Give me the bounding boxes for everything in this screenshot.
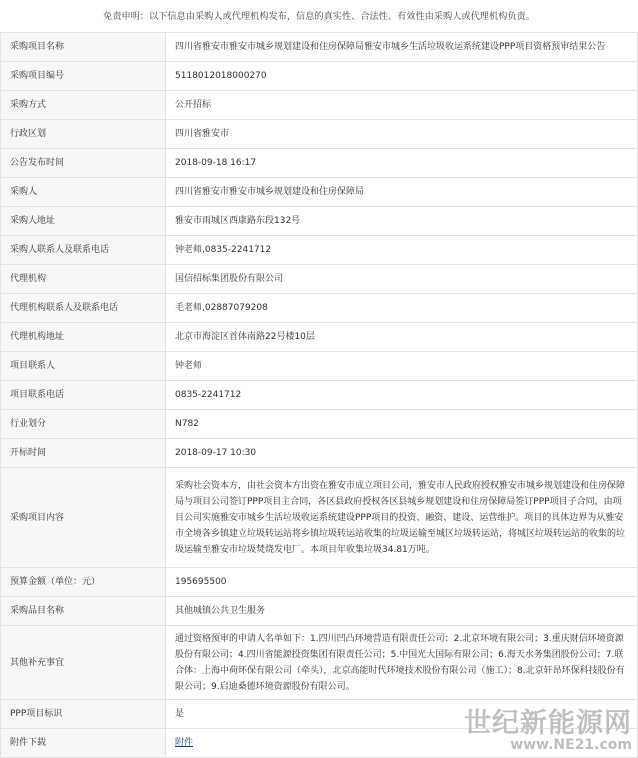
value-industry: N782 <box>166 410 638 439</box>
value-purchaser-address: 雅安市雨城区西康路东段132号 <box>166 207 638 236</box>
label-purchaser: 采购人 <box>1 178 166 207</box>
value-item-name: 其他城镇公共卫生服务 <box>166 597 638 626</box>
value-agency: 国信招标集团股份有限公司 <box>166 265 638 294</box>
table-row <box>1 265 638 294</box>
table-row <box>1 91 638 120</box>
label-procurement-method: 采购方式 <box>1 91 166 120</box>
label-publish-time: 公告发布时间 <box>1 149 166 178</box>
value-agency-address: 北京市海淀区首体南路22号楼10层 <box>166 323 638 352</box>
table-row <box>1 149 638 178</box>
label-other-matters: 其他补充事宜 <box>1 626 166 700</box>
value-publish-time: 2018-09-18 16:17 <box>166 149 638 178</box>
label-attachment: 附件下载 <box>1 729 166 758</box>
table-row <box>1 626 638 700</box>
table-row <box>1 597 638 626</box>
table-row <box>1 410 638 439</box>
value-project-number: 5118012018000270 <box>166 62 638 91</box>
table-row <box>1 207 638 236</box>
label-purchaser-address: 采购人地址 <box>1 207 166 236</box>
watermark-brand: 世纪新能源网 <box>464 708 632 739</box>
table-row <box>1 294 638 323</box>
label-project-phone: 项目联系电话 <box>1 381 166 410</box>
table-row <box>1 236 638 265</box>
table-row <box>1 178 638 207</box>
watermark <box>464 710 632 752</box>
announcement-info-table <box>0 32 638 758</box>
label-agency-contact: 代理机构联系人及联系电话 <box>1 294 166 323</box>
label-purchaser-contact: 采购人联系人及联系电话 <box>1 236 166 265</box>
value-project-contact: 钟老师 <box>166 352 638 381</box>
label-project-name: 采购项目名称 <box>1 33 166 62</box>
table-row <box>1 62 638 91</box>
value-ppp-flag: 是 <box>166 700 638 729</box>
label-budget: 预算金额（单位：元） <box>1 568 166 597</box>
attachment-link[interactable]: 附件 <box>175 738 194 748</box>
value-project-name: 四川省雅安市雅安市城乡规划建设和住房保障局雅安市城乡生活垃圾收运系统建设PPP项目资格预审结果公告 <box>166 33 638 62</box>
value-budget: 195695500 <box>166 568 638 597</box>
value-other-matters: 通过资格预审的申请人名单如下：1.四川凹凸环境营造有限责任公司；2.北京环境有限公司；3.重庆财信环境资源股份有限公司；4.四川省能源投资集团有限责任公司；5.中国光大国际有限公司；6.海天水务集团股份公司；7.联合体：上海中荷环保有限公司（牵头），北京高能时代环境技术股份有限公司（施工）；8.北京轩昂环保科技股份有限公司；9.启迪桑德环境资源股份有限公司。 <box>166 626 638 700</box>
value-project-content: 采购社会资本方，由社会资本方出资在雅安市成立项目公司，雅安市人民政府授权雅安市城乡规划建设和住房保障局与项目公司签订PPP项目主合同，各区县政府授权各区县城乡规划建设和住房保障局签订PPP项目子合同，由项目公司实施雅安市城乡生活垃圾收运系统建设PPP项目的投资、融资、建设、运营维护。项目的具体边界为从雅安市全境各乡镇建立垃圾转运站将乡镇垃圾转运站收集的垃圾运输至城区垃圾转运站，将城区垃圾转运站的收集的垃圾运输至雅安市垃圾焚烧发电厂。本项目年收集垃圾34.81万吨。 <box>166 468 638 568</box>
table-row <box>1 323 638 352</box>
value-region: 四川省雅安市 <box>166 120 638 149</box>
label-ppp-flag: PPP项目标识 <box>1 700 166 729</box>
label-project-content: 采购项目内容 <box>1 468 166 568</box>
value-purchaser: 四川省雅安市雅安市城乡规划建设和住房保障局 <box>166 178 638 207</box>
label-industry: 行业划分 <box>1 410 166 439</box>
value-procurement-method: 公开招标 <box>166 91 638 120</box>
label-agency: 代理机构 <box>1 265 166 294</box>
table-row <box>1 352 638 381</box>
label-item-name: 采购品目名称 <box>1 597 166 626</box>
label-region: 行政区划 <box>1 120 166 149</box>
table-row <box>1 468 638 568</box>
label-project-number: 采购项目编号 <box>1 62 166 91</box>
label-agency-address: 代理机构地址 <box>1 323 166 352</box>
table-row <box>1 33 638 62</box>
value-agency-contact: 毛老师,02887079208 <box>166 294 638 323</box>
label-bid-opening-time: 开标时间 <box>1 439 166 468</box>
table-row <box>1 381 638 410</box>
table-row <box>1 120 638 149</box>
value-bid-opening-time: 2018-09-17 10:30 <box>166 439 638 468</box>
table-row <box>1 439 638 468</box>
value-project-phone: 0835-2241712 <box>166 381 638 410</box>
disclaimer-text: 免责申明：以下信息由采购人或代理机构发布，信息的真实性、合法性、有效性由采购人或代理机构负责。 <box>103 11 535 22</box>
label-project-contact: 项目联系人 <box>1 352 166 381</box>
value-purchaser-contact: 钟老师,0835-2241712 <box>166 236 638 265</box>
table-row <box>1 568 638 597</box>
watermark-url: www.NE21.com <box>510 737 632 753</box>
